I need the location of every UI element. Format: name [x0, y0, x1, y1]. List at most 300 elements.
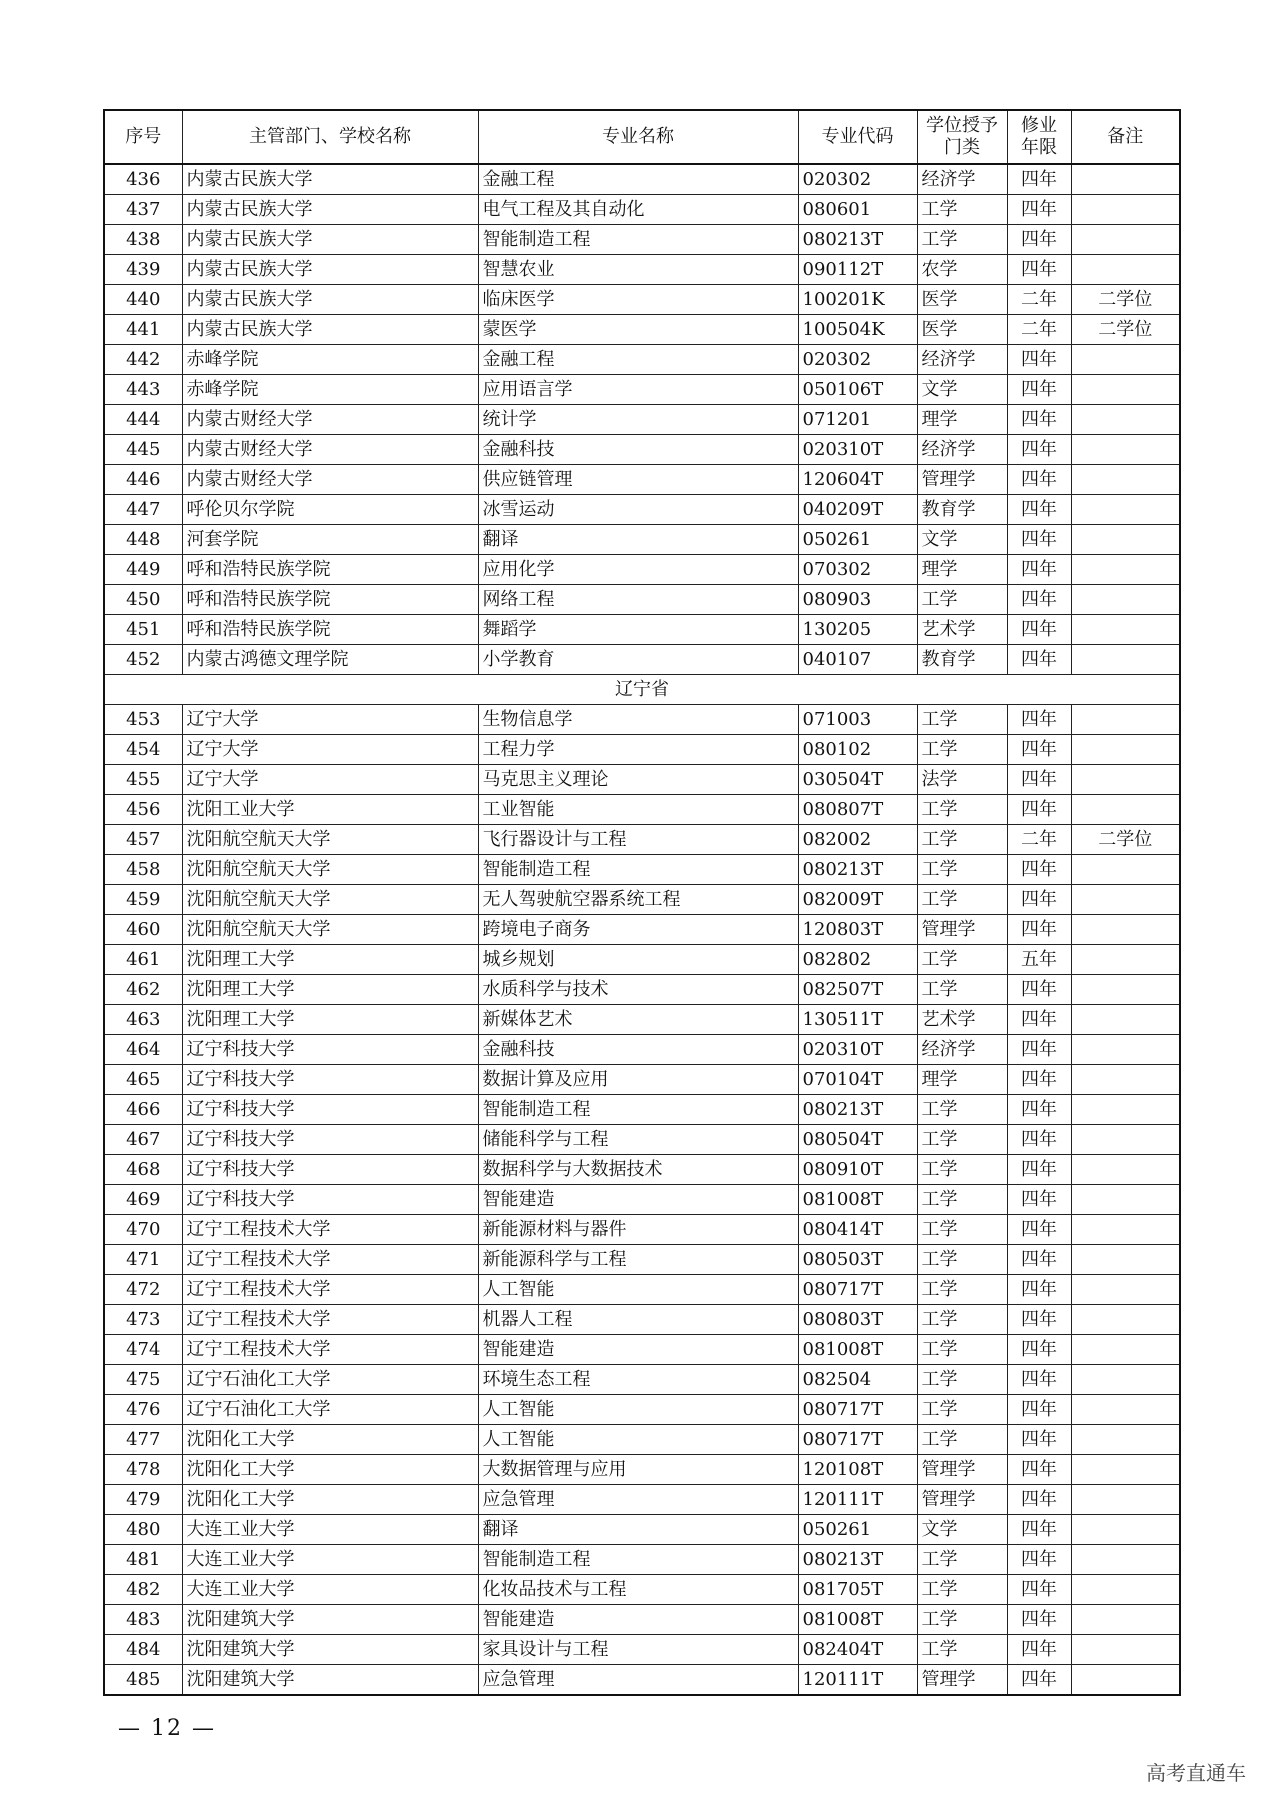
cell-code: 070104T — [798, 1065, 917, 1095]
cell-major: 环境生态工程 — [478, 1365, 798, 1395]
cell-note — [1071, 1485, 1180, 1515]
cell-major: 舞蹈学 — [478, 615, 798, 645]
cell-note — [1071, 1095, 1180, 1125]
majors-table — [103, 109, 1181, 1696]
cell-major: 智能制造工程 — [478, 855, 798, 885]
cell-category: 教育学 — [917, 495, 1007, 525]
header-seq: 序号 — [104, 110, 182, 164]
cell-category: 工学 — [917, 1245, 1007, 1275]
cell-school: 内蒙古民族大学 — [182, 195, 478, 225]
table-row — [104, 435, 1180, 465]
table-row — [104, 1395, 1180, 1425]
cell-category: 文学 — [917, 525, 1007, 555]
table-row — [104, 705, 1180, 735]
table-row — [104, 1515, 1180, 1545]
cell-seq: 481 — [104, 1545, 182, 1575]
header-years-line2: 年限 — [1021, 137, 1057, 158]
cell-category: 工学 — [917, 585, 1007, 615]
cell-code: 130511T — [798, 1005, 917, 1035]
cell-major: 统计学 — [478, 405, 798, 435]
cell-note — [1071, 1575, 1180, 1605]
cell-years: 四年 — [1007, 225, 1071, 255]
cell-years: 四年 — [1007, 705, 1071, 735]
cell-major: 智慧农业 — [478, 255, 798, 285]
cell-major: 新能源材料与器件 — [478, 1215, 798, 1245]
table-row — [104, 1545, 1180, 1575]
cell-school: 内蒙古民族大学 — [182, 285, 478, 315]
cell-school: 沈阳航空航天大学 — [182, 855, 478, 885]
cell-category: 理学 — [917, 555, 1007, 585]
cell-school: 沈阳工业大学 — [182, 795, 478, 825]
cell-code: 081008T — [798, 1335, 917, 1365]
cell-major: 临床医学 — [478, 285, 798, 315]
cell-category: 工学 — [917, 825, 1007, 855]
cell-code: 050261 — [798, 525, 917, 555]
cell-code: 082504 — [798, 1365, 917, 1395]
header-row — [104, 110, 1180, 164]
cell-seq: 446 — [104, 465, 182, 495]
cell-major: 智能建造 — [478, 1605, 798, 1635]
cell-years: 二年 — [1007, 315, 1071, 345]
cell-code: 020302 — [798, 164, 917, 195]
table-row — [104, 915, 1180, 945]
cell-years: 四年 — [1007, 735, 1071, 765]
cell-years: 四年 — [1007, 1095, 1071, 1125]
header-school: 主管部门、学校名称 — [182, 110, 478, 164]
cell-years: 四年 — [1007, 1605, 1071, 1635]
table-row — [104, 495, 1180, 525]
cell-category: 工学 — [917, 1335, 1007, 1365]
table-row — [104, 465, 1180, 495]
cell-code: 080717T — [798, 1425, 917, 1455]
table-row — [104, 1635, 1180, 1665]
cell-note — [1071, 255, 1180, 285]
cell-code: 080601 — [798, 195, 917, 225]
cell-school: 沈阳航空航天大学 — [182, 825, 478, 855]
cell-code: 080414T — [798, 1215, 917, 1245]
cell-major: 供应链管理 — [478, 465, 798, 495]
cell-seq: 466 — [104, 1095, 182, 1125]
cell-category: 管理学 — [917, 915, 1007, 945]
header-years — [1007, 110, 1071, 164]
table-body — [104, 164, 1180, 1695]
cell-code: 080910T — [798, 1155, 917, 1185]
cell-years: 四年 — [1007, 1185, 1071, 1215]
cell-note — [1071, 525, 1180, 555]
cell-school: 呼伦贝尔学院 — [182, 495, 478, 525]
cell-note: 二学位 — [1071, 285, 1180, 315]
cell-category: 工学 — [917, 1215, 1007, 1245]
table-row — [104, 225, 1180, 255]
cell-category: 医学 — [917, 315, 1007, 345]
cell-code: 082802 — [798, 945, 917, 975]
cell-note — [1071, 164, 1180, 195]
page-number: — 12 — — [118, 1716, 216, 1741]
cell-category: 工学 — [917, 1305, 1007, 1335]
table-row — [104, 1245, 1180, 1275]
cell-note — [1071, 765, 1180, 795]
header-note: 备注 — [1071, 110, 1180, 164]
cell-code: 080213T — [798, 225, 917, 255]
cell-school: 沈阳航空航天大学 — [182, 915, 478, 945]
cell-major: 金融科技 — [478, 1035, 798, 1065]
cell-code: 120108T — [798, 1455, 917, 1485]
cell-code: 120111T — [798, 1485, 917, 1515]
header-major: 专业名称 — [478, 110, 798, 164]
cell-code: 130205 — [798, 615, 917, 645]
table-row — [104, 1305, 1180, 1335]
table-row — [104, 315, 1180, 345]
cell-years: 四年 — [1007, 465, 1071, 495]
cell-years: 四年 — [1007, 1425, 1071, 1455]
cell-years: 二年 — [1007, 825, 1071, 855]
cell-note — [1071, 225, 1180, 255]
cell-note — [1071, 345, 1180, 375]
cell-school: 辽宁工程技术大学 — [182, 1215, 478, 1245]
table-row — [104, 1665, 1180, 1696]
cell-major: 数据计算及应用 — [478, 1065, 798, 1095]
cell-seq: 453 — [104, 705, 182, 735]
cell-code: 082002 — [798, 825, 917, 855]
cell-note — [1071, 1275, 1180, 1305]
cell-note — [1071, 1155, 1180, 1185]
cell-years: 四年 — [1007, 375, 1071, 405]
province-name: 辽宁省 — [104, 675, 1180, 705]
table-row — [104, 1425, 1180, 1455]
cell-category: 工学 — [917, 1575, 1007, 1605]
cell-category: 工学 — [917, 1425, 1007, 1455]
cell-code: 081008T — [798, 1605, 917, 1635]
cell-seq: 461 — [104, 945, 182, 975]
cell-category: 工学 — [917, 195, 1007, 225]
cell-code: 080717T — [798, 1395, 917, 1425]
cell-note — [1071, 1425, 1180, 1455]
cell-years: 四年 — [1007, 255, 1071, 285]
table-row — [104, 405, 1180, 435]
cell-note — [1071, 585, 1180, 615]
cell-school: 沈阳建筑大学 — [182, 1665, 478, 1696]
cell-note: 二学位 — [1071, 825, 1180, 855]
cell-major: 冰雪运动 — [478, 495, 798, 525]
cell-note — [1071, 645, 1180, 675]
cell-years: 四年 — [1007, 1035, 1071, 1065]
cell-years: 四年 — [1007, 1305, 1071, 1335]
table-row — [104, 1335, 1180, 1365]
cell-code: 080717T — [798, 1275, 917, 1305]
cell-school: 大连工业大学 — [182, 1575, 478, 1605]
cell-years: 四年 — [1007, 555, 1071, 585]
cell-seq: 483 — [104, 1605, 182, 1635]
table-row — [104, 975, 1180, 1005]
cell-seq: 450 — [104, 585, 182, 615]
province-row — [104, 675, 1180, 705]
cell-seq: 452 — [104, 645, 182, 675]
cell-school: 辽宁科技大学 — [182, 1155, 478, 1185]
cell-major: 家具设计与工程 — [478, 1635, 798, 1665]
cell-code: 080903 — [798, 585, 917, 615]
cell-category: 工学 — [917, 945, 1007, 975]
header-category-line1: 学位授予 — [926, 115, 998, 136]
cell-major: 金融工程 — [478, 164, 798, 195]
cell-major: 蒙医学 — [478, 315, 798, 345]
table-row — [104, 735, 1180, 765]
cell-note — [1071, 1665, 1180, 1696]
table-row — [104, 1275, 1180, 1305]
cell-category: 工学 — [917, 1155, 1007, 1185]
cell-seq: 482 — [104, 1575, 182, 1605]
cell-category: 艺术学 — [917, 615, 1007, 645]
cell-note — [1071, 1245, 1180, 1275]
table-row — [104, 375, 1180, 405]
cell-years: 四年 — [1007, 1485, 1071, 1515]
cell-years: 四年 — [1007, 1395, 1071, 1425]
cell-years: 四年 — [1007, 1335, 1071, 1365]
cell-years: 四年 — [1007, 1455, 1071, 1485]
cell-seq: 445 — [104, 435, 182, 465]
cell-category: 文学 — [917, 375, 1007, 405]
cell-note — [1071, 795, 1180, 825]
cell-seq: 460 — [104, 915, 182, 945]
cell-major: 新能源科学与工程 — [478, 1245, 798, 1275]
cell-code: 071201 — [798, 405, 917, 435]
cell-major: 水质科学与技术 — [478, 975, 798, 1005]
cell-code: 040107 — [798, 645, 917, 675]
cell-category: 经济学 — [917, 1035, 1007, 1065]
cell-years: 五年 — [1007, 945, 1071, 975]
cell-seq: 449 — [104, 555, 182, 585]
cell-years: 四年 — [1007, 1215, 1071, 1245]
cell-code: 080213T — [798, 1545, 917, 1575]
cell-seq: 471 — [104, 1245, 182, 1275]
cell-seq: 479 — [104, 1485, 182, 1515]
cell-school: 内蒙古财经大学 — [182, 435, 478, 465]
cell-category: 工学 — [917, 1275, 1007, 1305]
cell-note — [1071, 1395, 1180, 1425]
cell-school: 内蒙古鸿德文理学院 — [182, 645, 478, 675]
table-row — [104, 1365, 1180, 1395]
cell-years: 四年 — [1007, 585, 1071, 615]
cell-years: 四年 — [1007, 1635, 1071, 1665]
cell-years: 四年 — [1007, 195, 1071, 225]
cell-category: 工学 — [917, 1605, 1007, 1635]
table-row — [104, 855, 1180, 885]
cell-category: 工学 — [917, 1635, 1007, 1665]
cell-code: 080807T — [798, 795, 917, 825]
cell-major: 新媒体艺术 — [478, 1005, 798, 1035]
cell-major: 马克思主义理论 — [478, 765, 798, 795]
table-row — [104, 1065, 1180, 1095]
cell-category: 工学 — [917, 225, 1007, 255]
header-code: 专业代码 — [798, 110, 917, 164]
cell-seq: 464 — [104, 1035, 182, 1065]
cell-note — [1071, 495, 1180, 525]
cell-years: 四年 — [1007, 525, 1071, 555]
cell-code: 020310T — [798, 1035, 917, 1065]
cell-note — [1071, 1635, 1180, 1665]
cell-major: 储能科学与工程 — [478, 1125, 798, 1155]
cell-years: 四年 — [1007, 645, 1071, 675]
cell-years: 四年 — [1007, 615, 1071, 645]
cell-code: 030504T — [798, 765, 917, 795]
cell-note — [1071, 945, 1180, 975]
table-row — [104, 1005, 1180, 1035]
cell-seq: 436 — [104, 164, 182, 195]
cell-school: 内蒙古民族大学 — [182, 164, 478, 195]
cell-years: 四年 — [1007, 915, 1071, 945]
table-row — [104, 164, 1180, 195]
cell-seq: 480 — [104, 1515, 182, 1545]
cell-code: 120803T — [798, 915, 917, 945]
cell-seq: 455 — [104, 765, 182, 795]
cell-major: 智能建造 — [478, 1185, 798, 1215]
table-row — [104, 825, 1180, 855]
cell-note — [1071, 1185, 1180, 1215]
cell-school: 呼和浩特民族学院 — [182, 555, 478, 585]
cell-note — [1071, 1455, 1180, 1485]
cell-years: 四年 — [1007, 435, 1071, 465]
cell-note — [1071, 1515, 1180, 1545]
cell-major: 数据科学与大数据技术 — [478, 1155, 798, 1185]
cell-code: 071003 — [798, 705, 917, 735]
cell-note — [1071, 465, 1180, 495]
cell-major: 应急管理 — [478, 1485, 798, 1515]
cell-category: 管理学 — [917, 1485, 1007, 1515]
cell-school: 辽宁大学 — [182, 735, 478, 765]
cell-note — [1071, 615, 1180, 645]
cell-school: 辽宁科技大学 — [182, 1095, 478, 1125]
cell-category: 理学 — [917, 1065, 1007, 1095]
header-category-line2: 门类 — [944, 137, 980, 158]
cell-major: 翻译 — [478, 1515, 798, 1545]
cell-school: 呼和浩特民族学院 — [182, 615, 478, 645]
cell-note — [1071, 1065, 1180, 1095]
cell-seq: 475 — [104, 1365, 182, 1395]
cell-school: 辽宁石油化工大学 — [182, 1395, 478, 1425]
cell-category: 管理学 — [917, 465, 1007, 495]
cell-category: 工学 — [917, 855, 1007, 885]
cell-category: 工学 — [917, 1095, 1007, 1125]
cell-note — [1071, 1215, 1180, 1245]
cell-category: 工学 — [917, 885, 1007, 915]
cell-code: 120111T — [798, 1665, 917, 1696]
cell-seq: 438 — [104, 225, 182, 255]
cell-school: 辽宁工程技术大学 — [182, 1245, 478, 1275]
cell-school: 内蒙古民族大学 — [182, 315, 478, 345]
cell-seq: 470 — [104, 1215, 182, 1245]
cell-category: 工学 — [917, 975, 1007, 1005]
cell-school: 沈阳建筑大学 — [182, 1605, 478, 1635]
cell-code: 082507T — [798, 975, 917, 1005]
cell-category: 经济学 — [917, 164, 1007, 195]
cell-years: 四年 — [1007, 1545, 1071, 1575]
cell-school: 辽宁工程技术大学 — [182, 1305, 478, 1335]
cell-school: 沈阳化工大学 — [182, 1425, 478, 1455]
table-row — [104, 1575, 1180, 1605]
cell-note — [1071, 915, 1180, 945]
cell-note — [1071, 375, 1180, 405]
cell-years: 四年 — [1007, 1515, 1071, 1545]
cell-major: 应急管理 — [478, 1665, 798, 1696]
table-row — [104, 885, 1180, 915]
cell-code: 081705T — [798, 1575, 917, 1605]
cell-major: 电气工程及其自动化 — [478, 195, 798, 225]
cell-school: 赤峰学院 — [182, 375, 478, 405]
table-row — [104, 1095, 1180, 1125]
cell-code: 082404T — [798, 1635, 917, 1665]
cell-years: 四年 — [1007, 1245, 1071, 1275]
cell-school: 沈阳化工大学 — [182, 1455, 478, 1485]
cell-seq: 473 — [104, 1305, 182, 1335]
cell-major: 智能制造工程 — [478, 1095, 798, 1125]
cell-code: 100504K — [798, 315, 917, 345]
cell-code: 090112T — [798, 255, 917, 285]
cell-code: 082009T — [798, 885, 917, 915]
cell-major: 人工智能 — [478, 1395, 798, 1425]
cell-note — [1071, 1125, 1180, 1155]
table-row — [104, 1455, 1180, 1485]
cell-major: 化妆品技术与工程 — [478, 1575, 798, 1605]
cell-years: 四年 — [1007, 1575, 1071, 1605]
cell-school: 沈阳化工大学 — [182, 1485, 478, 1515]
cell-major: 小学教育 — [478, 645, 798, 675]
cell-note — [1071, 705, 1180, 735]
cell-major: 金融科技 — [478, 435, 798, 465]
cell-note — [1071, 735, 1180, 765]
header-years-line1: 修业 — [1021, 115, 1057, 136]
cell-note — [1071, 1335, 1180, 1365]
cell-note — [1071, 195, 1180, 225]
cell-seq: 467 — [104, 1125, 182, 1155]
cell-category: 艺术学 — [917, 1005, 1007, 1035]
cell-school: 沈阳理工大学 — [182, 1005, 478, 1035]
cell-seq: 484 — [104, 1635, 182, 1665]
cell-major: 金融工程 — [478, 345, 798, 375]
cell-category: 工学 — [917, 735, 1007, 765]
cell-school: 辽宁科技大学 — [182, 1185, 478, 1215]
table-row — [104, 795, 1180, 825]
cell-years: 四年 — [1007, 855, 1071, 885]
cell-major: 应用语言学 — [478, 375, 798, 405]
cell-school: 辽宁大学 — [182, 705, 478, 735]
cell-seq: 463 — [104, 1005, 182, 1035]
cell-school: 河套学院 — [182, 525, 478, 555]
cell-seq: 476 — [104, 1395, 182, 1425]
cell-note — [1071, 885, 1180, 915]
cell-category: 工学 — [917, 1545, 1007, 1575]
cell-school: 辽宁科技大学 — [182, 1125, 478, 1155]
cell-note — [1071, 1545, 1180, 1575]
cell-years: 四年 — [1007, 975, 1071, 1005]
cell-years: 四年 — [1007, 345, 1071, 375]
cell-major: 工程力学 — [478, 735, 798, 765]
cell-seq: 443 — [104, 375, 182, 405]
cell-seq: 469 — [104, 1185, 182, 1215]
cell-category: 工学 — [917, 1365, 1007, 1395]
cell-code: 080102 — [798, 735, 917, 765]
cell-seq: 439 — [104, 255, 182, 285]
cell-school: 沈阳航空航天大学 — [182, 885, 478, 915]
cell-code: 080504T — [798, 1125, 917, 1155]
cell-code: 080803T — [798, 1305, 917, 1335]
cell-seq: 444 — [104, 405, 182, 435]
table-row — [104, 765, 1180, 795]
cell-category: 经济学 — [917, 345, 1007, 375]
cell-note — [1071, 1305, 1180, 1335]
cell-code: 120604T — [798, 465, 917, 495]
cell-major: 人工智能 — [478, 1425, 798, 1455]
cell-years: 四年 — [1007, 1155, 1071, 1185]
table-row — [104, 195, 1180, 225]
